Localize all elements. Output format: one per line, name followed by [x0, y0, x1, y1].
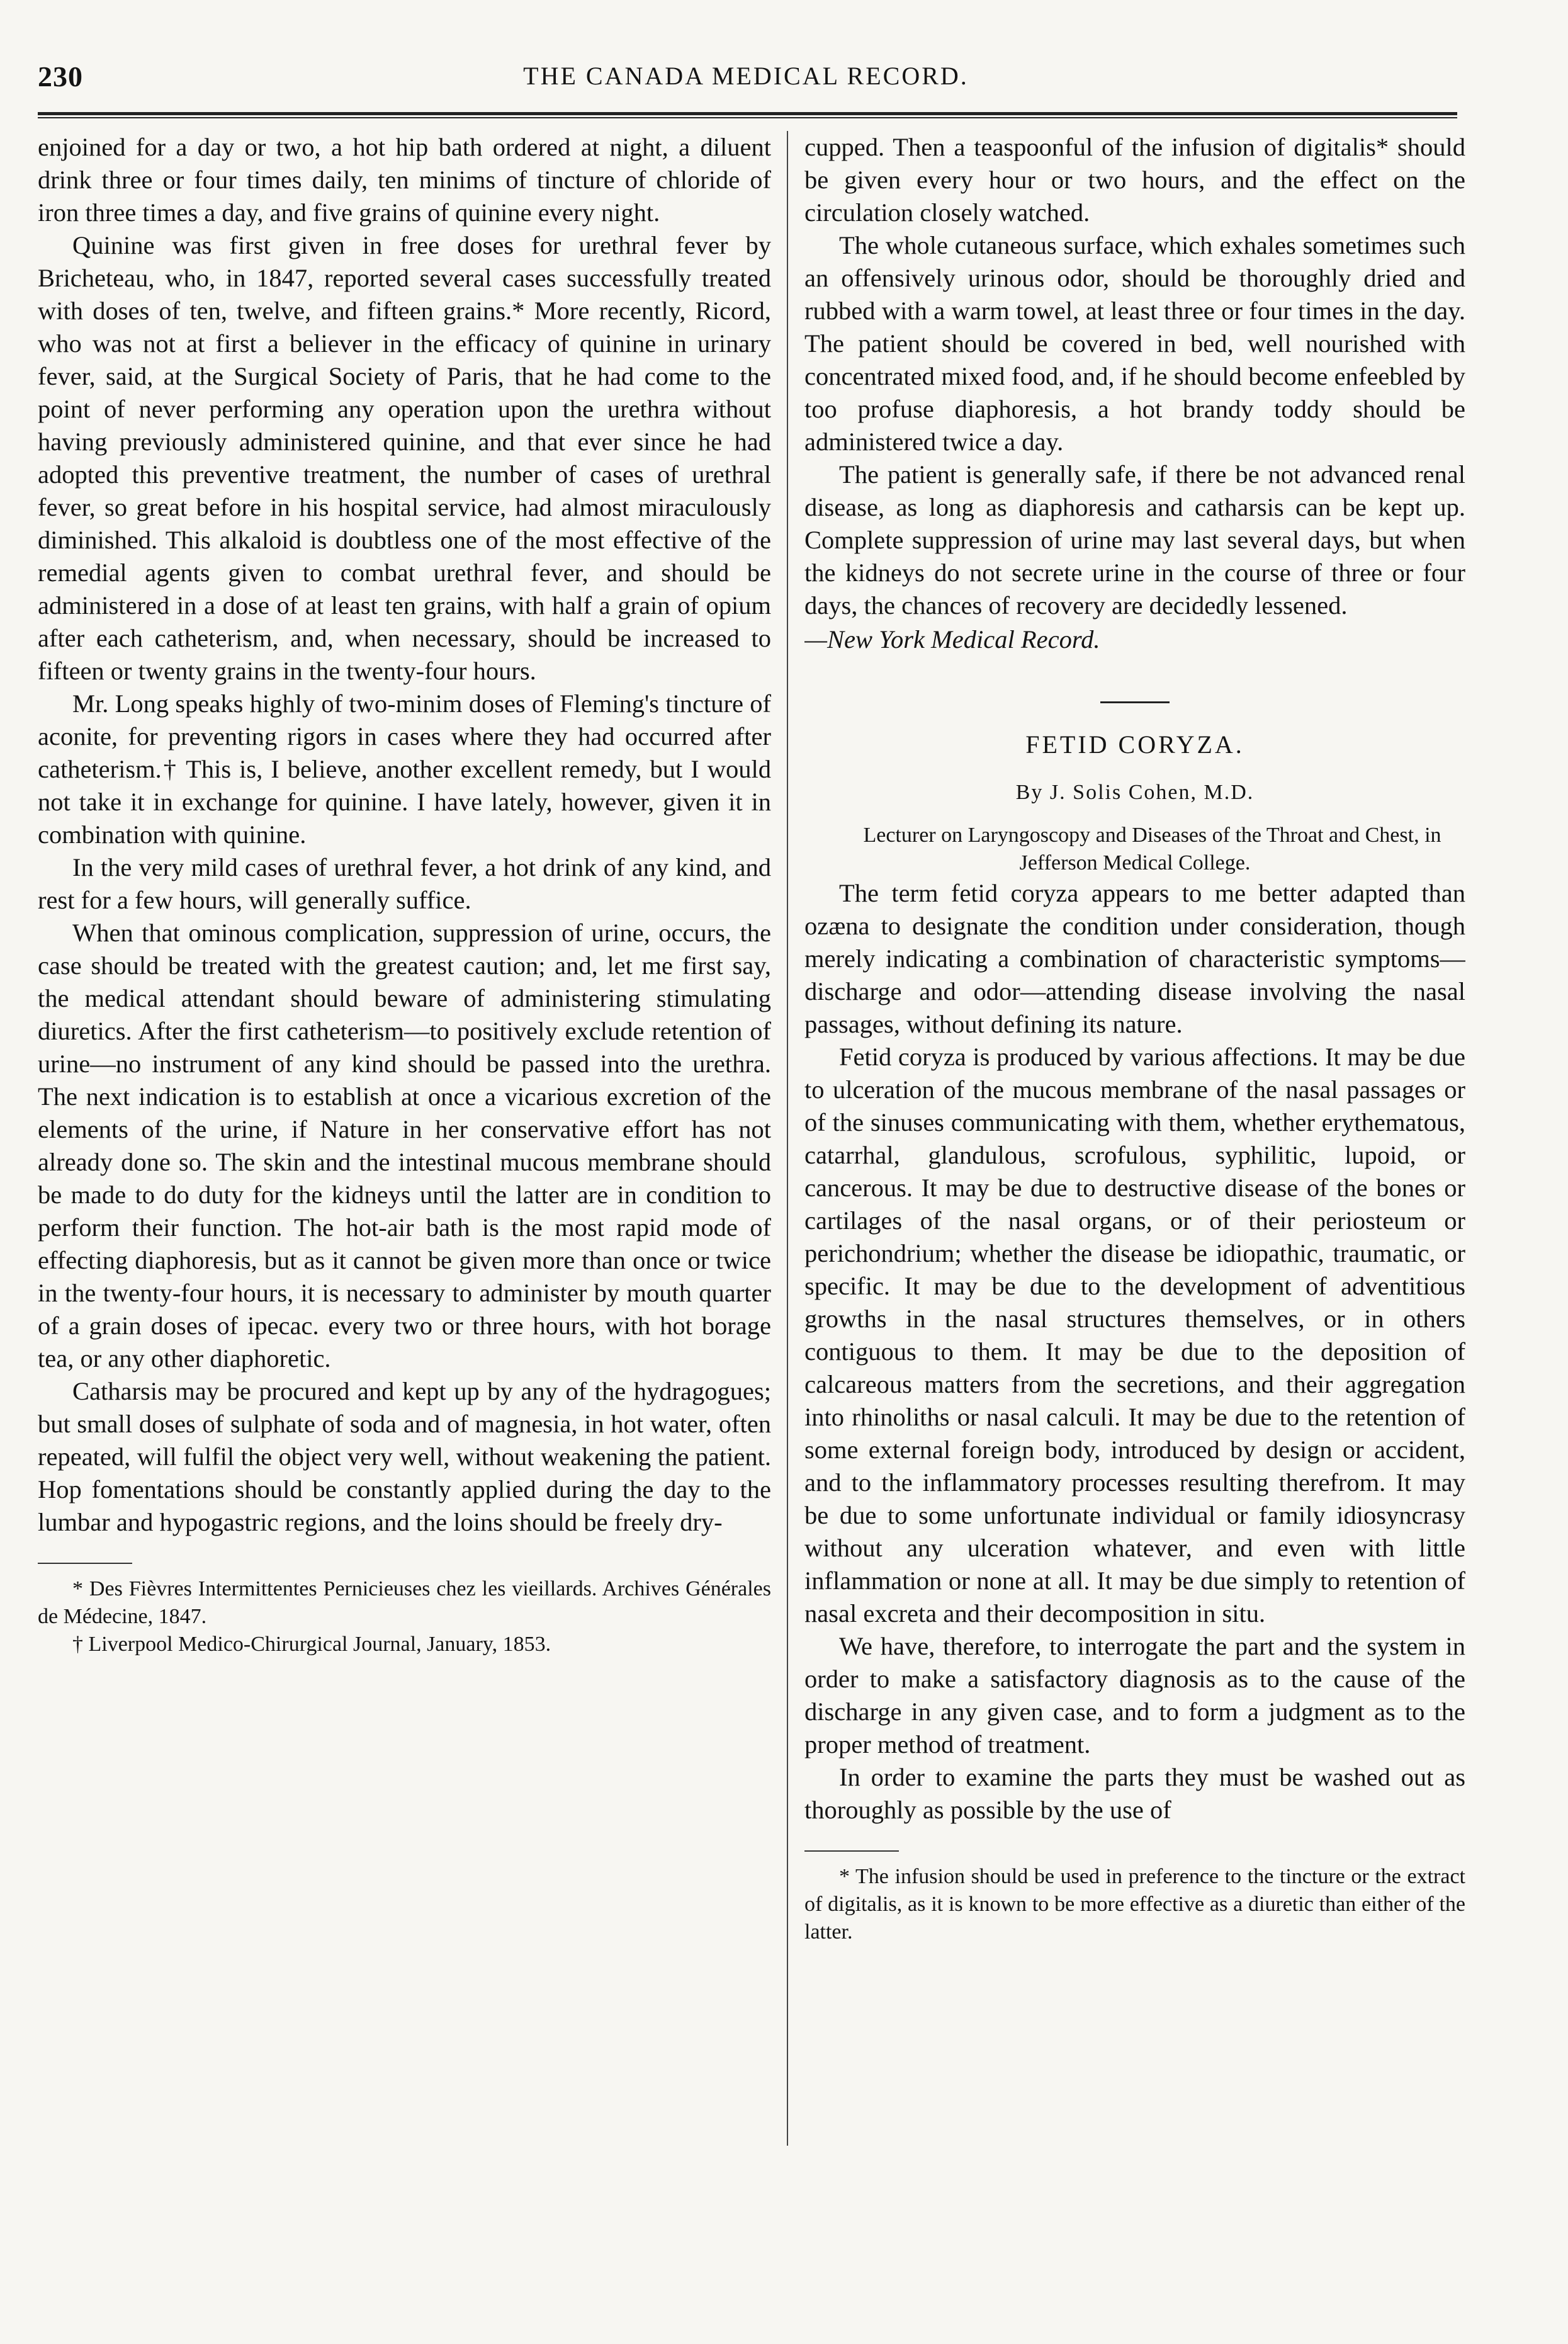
- attribution: —New York Medical Record.: [804, 625, 1100, 654]
- footnote: † Liverpool Medico-Chirurgical Journal, January, 1853.: [72, 1633, 551, 1656]
- article-byline: By J. Solis Cohen, M.D.: [1015, 781, 1255, 804]
- left-column: [38, 131, 771, 2316]
- column-divider: [787, 131, 788, 2146]
- paragraph: The whole cutaneous surface, which exhales sometimes such an offensively urinous odor, should be thoroughly dried and rubbed with a warm towel, at least three or four times in the day. The patient should be covered in bed, well nourished with concentrated mixed food, and, if he should become enfeebled by too profuse diaphoresis, a hot brandy toddy should be administered twice a day.: [804, 231, 1465, 456]
- footnote-rule: [38, 1563, 132, 1564]
- paragraph: The term fetid coryza appears to me better adapted than ozæna to designate the condition under consideration, though merely indicating a combination of characteristic symptoms—discharge and odor—attending disease involving the nasal passages, without defining its nature.: [804, 879, 1465, 1038]
- article-heading: [804, 701, 1465, 877]
- paragraph: cupped. Then a teaspoonful of the infusion of digitalis* should be given every hour or two hours, and the effect on the circulation closely watched.: [804, 133, 1465, 227]
- article-affiliation: Lecturer on Laryngoscopy and Diseases of the Throat and Chest, in Jefferson Medical College.: [863, 824, 1441, 875]
- paragraph: We have, therefore, to interrogate the part and the system in order to make a satisfactory diagnosis as to the cause of the discharge in any given case, and to form a judgment as to the proper method of treatment.: [804, 1632, 1465, 1758]
- paragraph: enjoined for a day or two, a hot hip bath ordered at night, a diluent drink three or four times daily, ten minims of tincture of chloride of iron three times a day, and five grains of quinine every night.: [38, 133, 771, 227]
- article-title: FETID CORYZA.: [1025, 730, 1244, 759]
- page-number: 230: [38, 60, 83, 93]
- right-column: [804, 131, 1465, 2316]
- paragraph: In the very mild cases of urethral fever, a hot drink of any kind, and rest for a few hours, will generally suffice.: [38, 853, 771, 914]
- paragraph: The patient is generally safe, if there be not advanced renal disease, as long as diaphoresis and catharsis can be kept up. Complete suppression of urine may last several days, but when the kidneys do not secrete urine in the course of three or four days, the chances of recovery are decidedly lessened.: [804, 460, 1465, 620]
- paragraph: When that ominous complication, suppression of urine, occurs, the case should be treated with the greatest caution; and, let me first say, the medical attendant should beware of administering stimulating diuretics. After the first catheterism—to positively exclude retention of urine—no instrument of any kind should be passed into the urethra. The next indication is to establish at once a vicarious excretion of the elements of the urine, if Nature in her conservative effort has not already done so. The skin and the intestinal mucous membrane should be made to do duty for the kidneys until the latter are in condition to perform their function. The hot-air bath is the most rapid mode of effecting diaphoresis, but as it cannot be given more than once or twice in the twenty-four hours, it is necessary to administer by mouth quarter of a grain doses of ipecac. every two or three hours, with hot borage tea, or any other diaphoretic.: [38, 919, 771, 1373]
- paragraph: Mr. Long speaks highly of two-minim doses of Fleming's tincture of aconite, for preventing rigors in cases where they had occurred after catheterism.† This is, I believe, another excellent remedy, but I would not take it in exchange for quinine. I have lately, however, given it in combination with quinine.: [38, 689, 771, 849]
- paragraph: Fetid coryza is produced by various affections. It may be due to ulceration of the mucous membrane of the nasal passages or of the sinuses communicating with them, whether erythematous, catarrhal, glandulous, scrofulous, syphilitic, lupoid, or cancerous. It may be due to destructive disease of the bones or cartilages of the nasal organs, or of their periosteum or perichondrium; whether the disease be idiopathic, traumatic, or specific. It may be due to the development of adventitious growths in the nasal structures themselves, or in others contiguous to them. It may be due to the deposition of calcareous matters from the secretions, and their aggregation into rhinoliths or nasal calculi. It may be due to the retention of some external foreign body, introduced by design or accident, and to the inflammatory processes resulting therefrom. It may be due to some unfortunate individual or family idiosyncrasy without any ulceration whatever, and even with little inflammation or none at all. It may be due simply to retention of nasal excreta and their decomposition in situ.: [804, 1043, 1465, 1628]
- footnote: * Des Fièvres Intermittentes Pernicieuses chez les vieillards. Archives Générales de Médecine, 1847.: [38, 1577, 771, 1628]
- paragraph: Quinine was first given in free doses for urethral fever by Bricheteau, who, in 1847, reported several cases successfully treated with doses of ten, twelve, and fifteen grains.* More recently, Ricord, who was not at first a believer in the efficacy of quinine in urinary fever, said, at the Surgical Society of Paris, that he had come to the point of never performing any operation upon the urethra without having previously administered quinine, and that ever since he had adopted this preventive treatment, the number of cases of urethral fever, so great before in his hospital service, had almost miraculously diminished. This alkaloid is doubtless one of the most effective of the remedial agents given to combat urethral fever, and should be administered in a dose of at least ten grains, with half a grain of opium after each catheterism, and, when necessary, should be increased to fifteen or twenty grains in the twenty-four hours.: [38, 231, 771, 685]
- paragraph: In order to examine the parts they must be washed out as thoroughly as possible by the use of: [804, 1763, 1465, 1824]
- header-rule: [38, 112, 1457, 118]
- running-title: THE CANADA MEDICAL RECORD.: [523, 62, 969, 90]
- page-header: [38, 60, 1454, 104]
- footnote-rule: [804, 1850, 899, 1852]
- footnote: * The infusion should be used in preference to the tincture or the extract of digitalis, as it is known to be more effective as a diuretic than either of the latter.: [804, 1865, 1465, 1944]
- section-rule: [1100, 701, 1170, 703]
- paragraph: Catharsis may be procured and kept up by any of the hydragogues; but small doses of sulphate of soda and of magnesia, in hot water, often repeated, will fulfil the object very well, without weakening the patient. Hop fomentations should be constantly applied during the day to the lumbar and hypogastric regions, and the loins should be freely dry-: [38, 1377, 771, 1536]
